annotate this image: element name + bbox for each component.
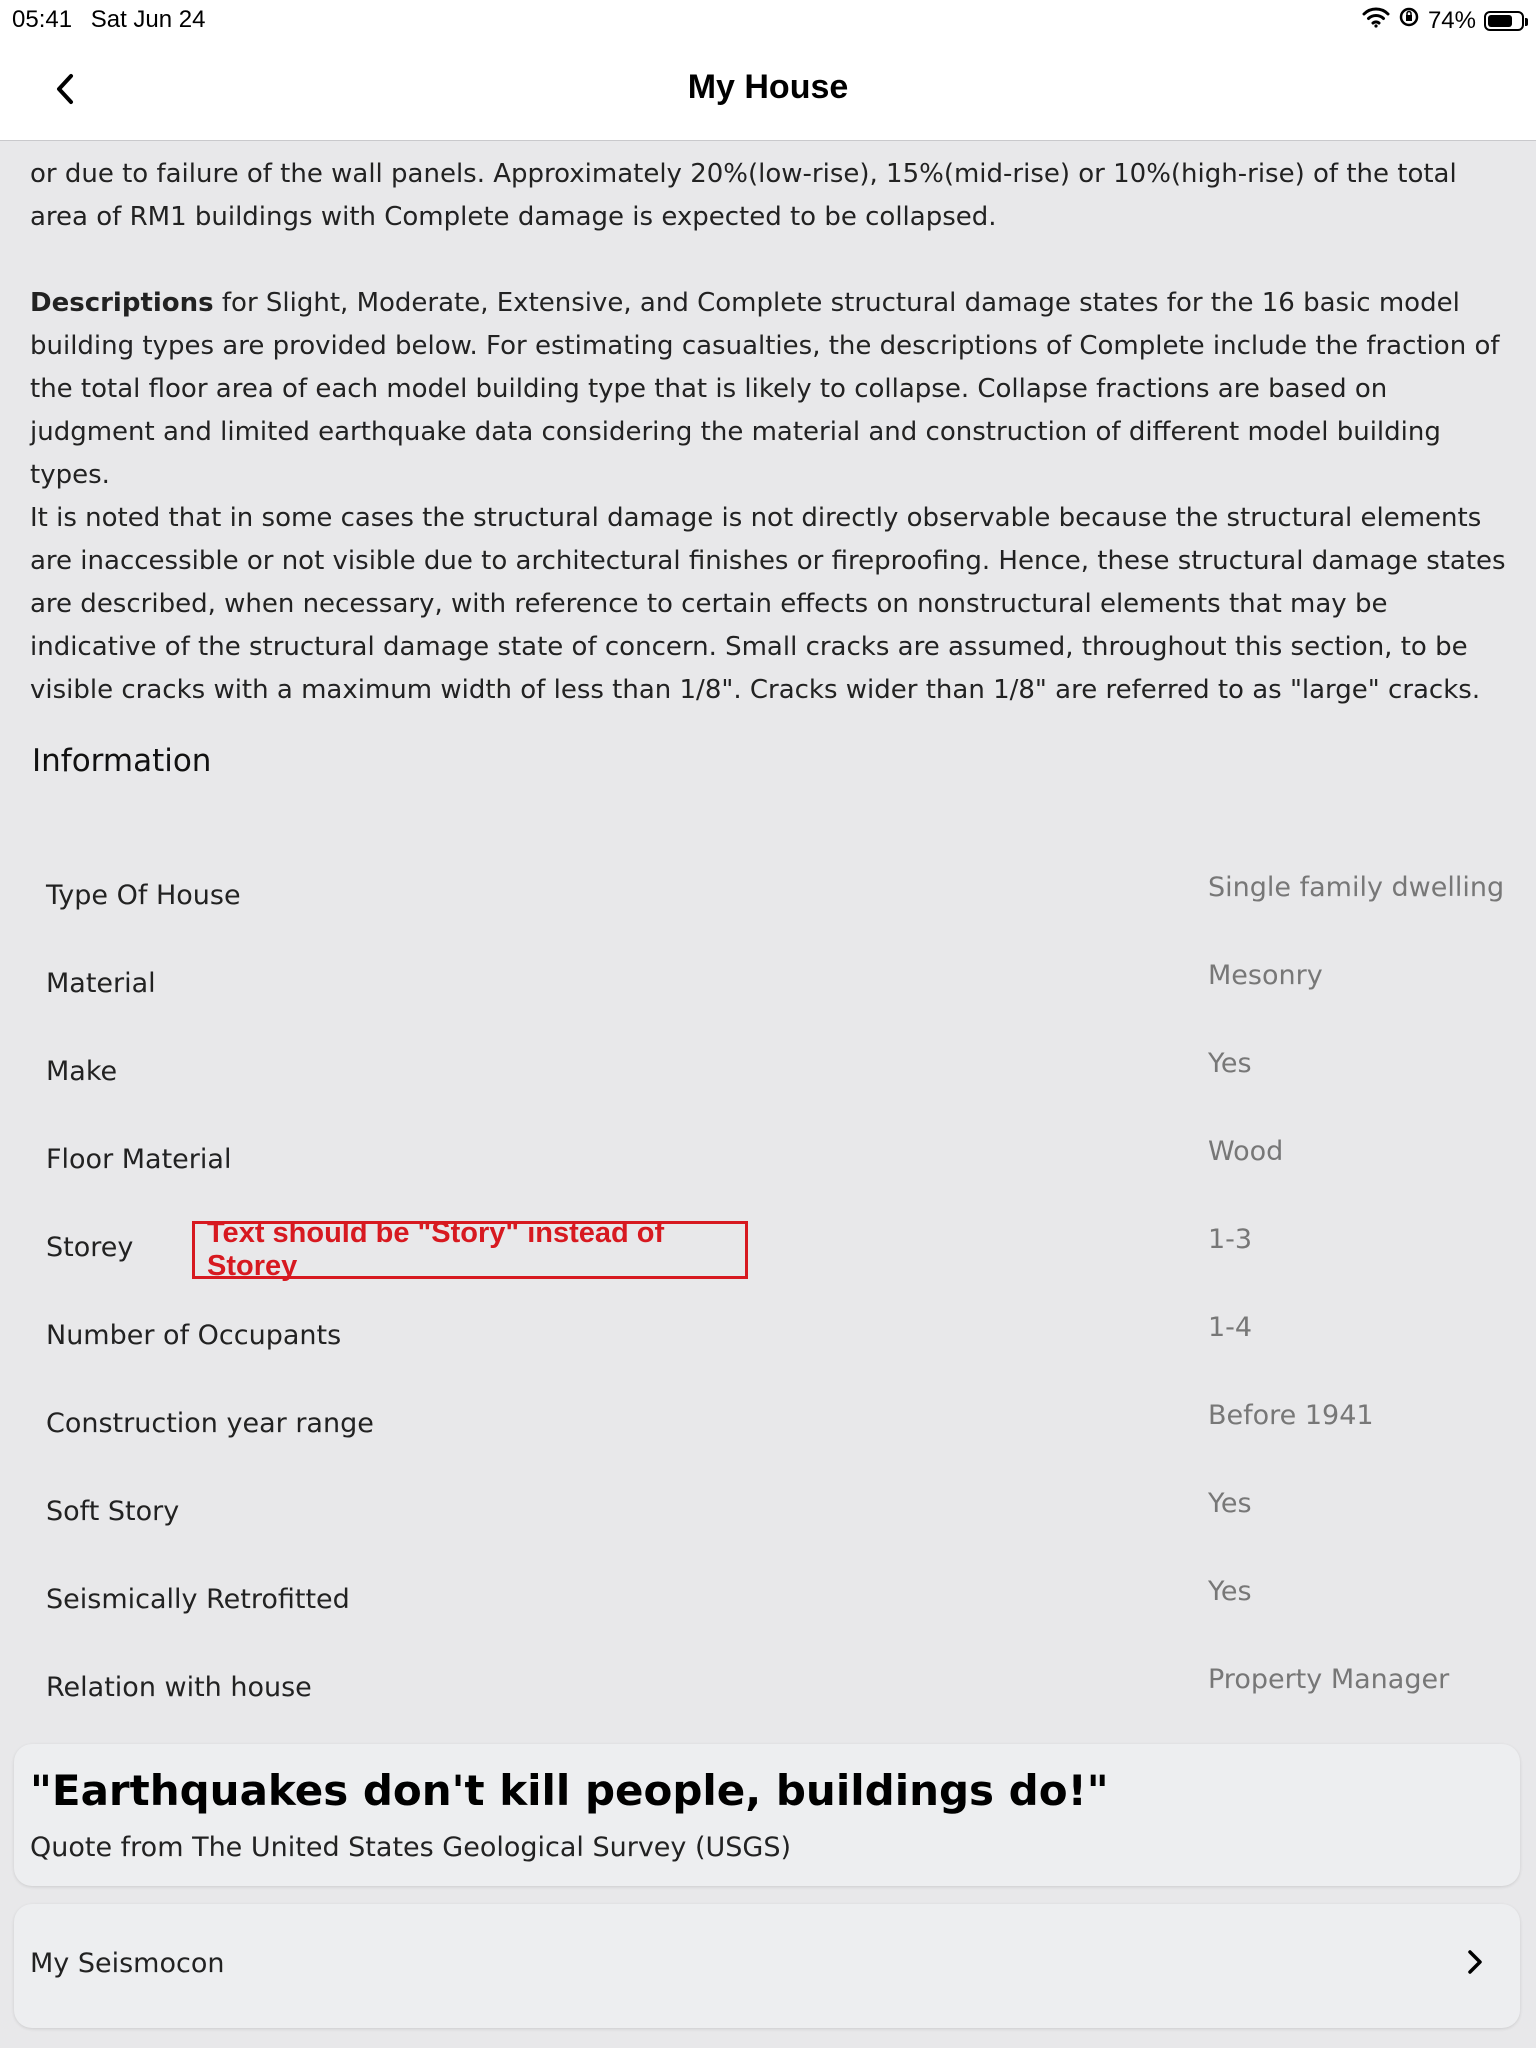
info-label: Construction year range (46, 1408, 374, 1439)
info-value: Yes (1208, 1048, 1252, 1079)
battery-fill (1488, 15, 1512, 27)
info-row-material (0, 960, 1536, 1056)
info-value: 1-3 (1208, 1224, 1253, 1255)
info-label: Type Of House (46, 880, 241, 911)
info-row-seismically-retrofitted (0, 1576, 1536, 1672)
info-value: Before 1941 (1208, 1400, 1374, 1431)
descriptions-paragraph (30, 282, 1510, 497)
status-date: Sat Jun 24 (90, 6, 206, 33)
page-title: My House (687, 68, 849, 106)
orientation-lock-icon (1398, 6, 1420, 35)
status-bar (0, 0, 1536, 40)
info-row-number-of-occupants (0, 1312, 1536, 1408)
info-label: Make (46, 1056, 118, 1087)
quote-text: "Earthquakes don't kill people, buildings do!" (30, 1766, 1109, 1815)
status-indicators (1362, 6, 1524, 35)
info-label: Relation with house (46, 1672, 312, 1703)
info-label: Floor Material (46, 1144, 232, 1175)
chevron-right-icon (1466, 1948, 1484, 1981)
info-label: Soft Story (46, 1496, 180, 1527)
damage-description-paragraph: or due to failure of the wall panels. Approximately 20%(low-rise), 15%(mid-rise) or 10%(high-rise) of the total area of RM1 buildings with Complete damage is expected to be collapsed. (30, 159, 1457, 232)
navigation-bar (0, 40, 1536, 141)
info-value: Wood (1208, 1136, 1284, 1167)
quote-card (14, 1744, 1520, 1886)
info-value: Yes (1208, 1488, 1252, 1519)
battery-percent: 74% (1427, 6, 1476, 34)
info-row-construction-year-range (0, 1400, 1536, 1496)
info-row-soft-story (0, 1488, 1536, 1584)
structural-note-paragraph: It is noted that in some cases the structural damage is not directly observable because the structural elements are inaccessible or not visible due to architectural finishes or fireproofing. Hence, these structural damage states are described, when necessary, with reference to certain effects on nonstructural elements that may be indicative of the structural damage state of concern. Small cracks are assumed, throughout this section, to be visible cracks with a maximum width of less than 1/8". Cracks wider than 1/8" are referred to as "large" cracks. (30, 503, 1506, 705)
information-heading: Information (32, 743, 212, 779)
my-seismocon-link[interactable] (14, 1904, 1520, 2028)
info-label: Material (46, 968, 156, 999)
wifi-icon (1362, 6, 1390, 35)
status-clock: 05:41 (12, 6, 73, 33)
quote-source: Quote from The United States Geological Survey (USGS) (30, 1832, 792, 1863)
info-value: Yes (1208, 1576, 1252, 1607)
info-label: Storey (46, 1232, 134, 1263)
annotation-callout: Text should be "Story" instead of Storey (192, 1221, 748, 1279)
info-row-make (0, 1048, 1536, 1144)
info-value: Mesonry (1208, 960, 1323, 991)
descriptions-text: for Slight, Moderate, Extensive, and Complete structural damage states for the 16 basic model building types are provided below. For estimating casualties, the descriptions of Complete include the fraction of the total floor area of each model building type that is likely to collapse. Collapse fractions are based on judgment and limited earthquake data considering the material and construction of different model building types. (30, 288, 1500, 490)
info-row-type-of-house (0, 872, 1536, 968)
info-label: Seismically Retrofitted (46, 1584, 350, 1615)
info-value: Single family dwelling (1208, 872, 1505, 903)
my-seismocon-label: My Seismocon (30, 1948, 225, 1979)
info-value: Property Manager (1208, 1664, 1450, 1695)
status-time (12, 6, 205, 34)
descriptions-bold-label: Descriptions (30, 288, 214, 318)
info-value: 1-4 (1208, 1312, 1253, 1343)
battery-icon (1484, 11, 1524, 31)
info-label: Number of Occupants (46, 1320, 342, 1351)
